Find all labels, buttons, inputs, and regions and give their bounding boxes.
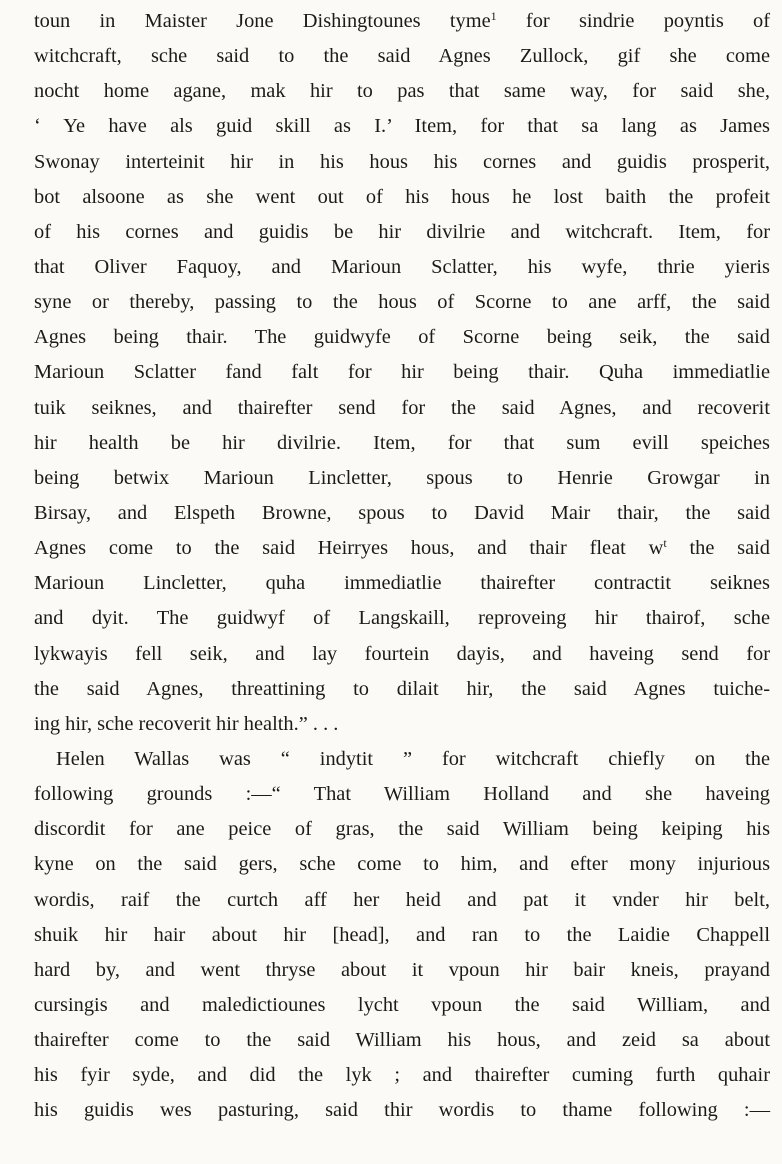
text-line: kyne on the said gers, sche come to him, and efter mony injurious xyxy=(34,853,770,876)
text-line: Swonay interteinit hir in his hous his cornes and guidis prosperit, xyxy=(34,150,770,173)
text-line: hard by, and went thryse about it vpoun hir bair kneis, prayand xyxy=(34,958,770,981)
superscript-t: t xyxy=(663,536,667,551)
text-line: witchcraft, sche said to the said Agnes Zullock, gif she come xyxy=(34,45,770,68)
text-line: ‘ Ye have als guid skill as I.’ Item, for that sa lang as James xyxy=(34,115,770,138)
footnote-marker: 1 xyxy=(490,9,497,23)
text-line: Marioun Sclatter fand falt for hir being thair. Quha immediatlie xyxy=(34,361,770,384)
text-line: of his cornes and guidis be hir divilrie and witchcraft. Item, for xyxy=(34,220,770,243)
text-line: discordit for ane peice of gras, the said William being keiping his xyxy=(34,818,770,841)
text-line: the said Agnes, threattining to dilait hir, the said Agnes tuiche- xyxy=(34,677,770,700)
text-line: being betwix Marioun Lincletter, spous to Henrie Growgar in xyxy=(34,466,770,489)
text-line: toun in Maister Jone Dishingtounes tyme$^1$ for sindrie poyntis of xyxy=(34,9,770,32)
text-line: shuik hir hair about hir [head], and ran to the Laidie Chappell xyxy=(34,923,770,946)
text-line: his guidis wes pasturing, said thir wordis to thame following :— xyxy=(34,1099,770,1122)
text-line: that Oliver Faquoy, and Marioun Sclatter, his wyfe, thrie yieris xyxy=(34,255,770,278)
text-line: hir health be hir divilrie. Item, for that sum evill speiches xyxy=(34,431,770,454)
text-line: Marioun Lincletter, quha immediatlie thairefter contractit seiknes xyxy=(34,572,770,595)
text-line: tuik seiknes, and thairefter send for the said Agnes, and recoverit xyxy=(34,396,770,419)
text-line: Agnes being thair. The guidwyfe of Scorne being seik, the said xyxy=(34,326,770,349)
text-line: bot alsoone as she went out of his hous he lost baith the profeit xyxy=(34,185,770,208)
text-line: nocht home agane, mak hir to pas that same way, for said she, xyxy=(34,80,770,103)
text-line: syne or thereby, passing to the hous of Scorne to ane arff, the said xyxy=(34,291,770,314)
paragraph-end-line: ing hir, sche recoverit hir health.” . . . xyxy=(34,712,339,735)
text-line: and dyit. The guidwyf of Langskaill, reproveing hir thairof, sche xyxy=(34,607,770,630)
paragraph-start-line: Helen Wallas was “ indytit ” for witchcraft chiefly on the xyxy=(56,747,770,770)
text-line: cursingis and maledictiounes lycht vpoun the said William, and xyxy=(34,993,770,1016)
text-line: wordis, raif the curtch aff her heid and pat it vnder hir belt, xyxy=(34,888,770,911)
text-line: following grounds :—“ That William Holland and she haveing xyxy=(34,783,770,806)
text-line: lykwayis fell seik, and lay fourtein dayis, and haveing send for xyxy=(34,642,770,665)
text-line: his fyir syde, and did the lyk ; and thairefter cuming furth quhair xyxy=(34,1064,770,1087)
document-page xyxy=(34,4,770,1129)
text-line: thairefter come to the said William his hous, and zeid sa about xyxy=(34,1029,770,1052)
text-line: Agnes come to the said Heirryes hous, and thair fleat $w^t$ the said xyxy=(34,536,771,560)
text-line: Birsay, and Elspeth Browne, spous to David Mair thair, the said xyxy=(34,501,770,524)
